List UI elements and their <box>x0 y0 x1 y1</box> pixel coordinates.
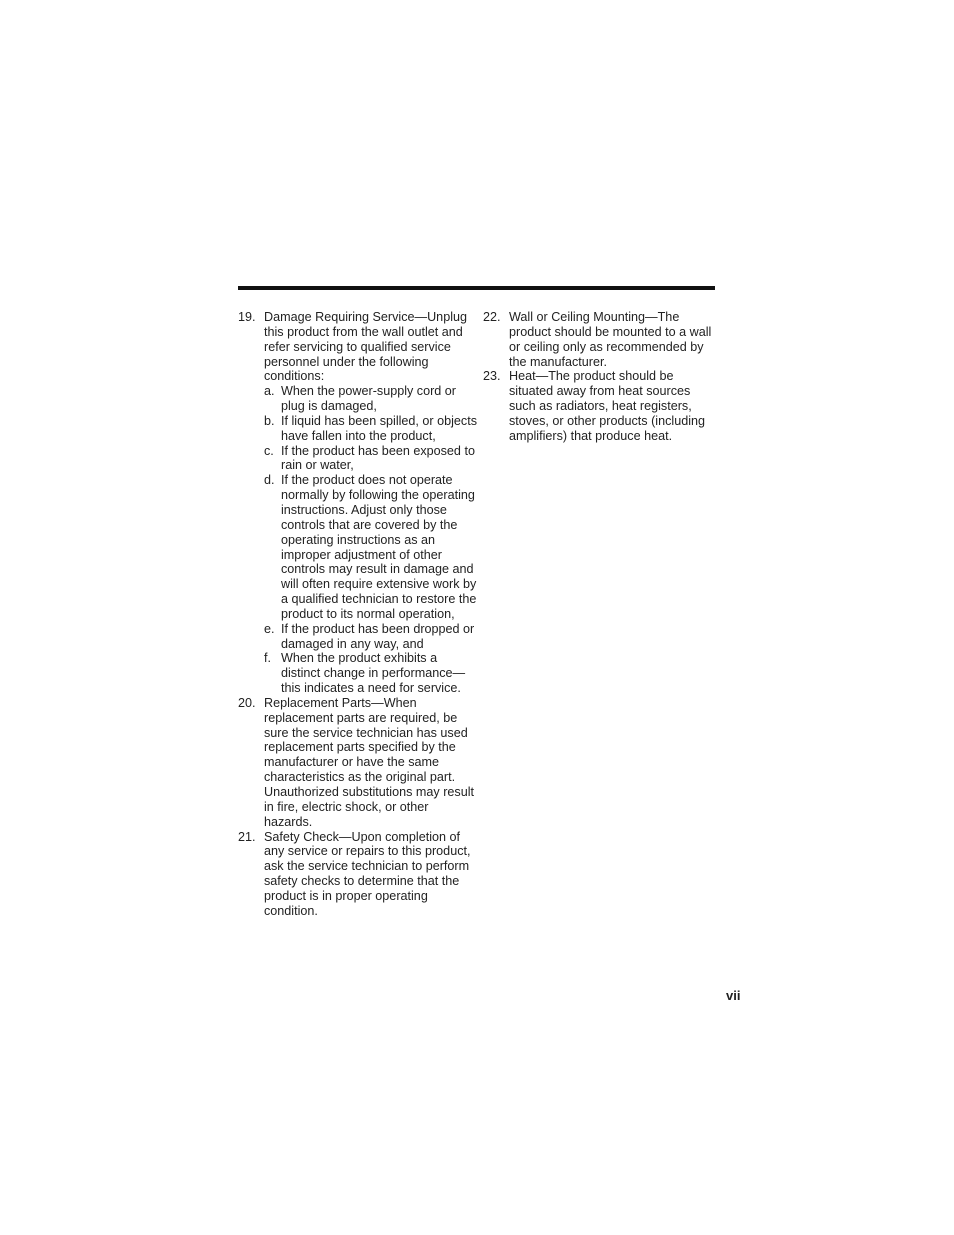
subitem-d <box>264 473 478 621</box>
subitem-text: When the power-supply cord or plug is damaged, <box>281 384 456 414</box>
subitem-letter: f. <box>264 651 271 666</box>
subitem-e <box>264 622 478 652</box>
list-item-23 <box>483 369 715 443</box>
item-number: 20. <box>238 695 256 710</box>
item-number: 21. <box>238 829 256 844</box>
subitem-text: When the product exhibits a distinct change in performance—this indicates a need for service. <box>281 651 466 696</box>
subitem-a <box>264 384 478 414</box>
item-text: Wall or Ceiling Mounting—The product should be mounted to a wall or ceiling only as recommended by the manufacturer. <box>509 310 712 369</box>
list-item-22 <box>483 310 715 369</box>
subitem-text: If the product does not operate normally by following the operating instructions. Adjust only those controls that are covered by the operating instructions as an improper adjustment of other controls may result in damage and will often require extensive work by a qualified technician to restore the product to its normal operation, <box>281 473 477 621</box>
right-column <box>483 310 715 444</box>
left-column <box>238 310 478 919</box>
subitem-letter: e. <box>264 621 275 636</box>
item-text: Replacement Parts—When replacement parts are required, be sure the service technician has used replacement parts specified by the manufacturer or have the same characteristics as the original part. Unauthorized substitutions may result in fire, electric shock, or other hazards. <box>264 695 474 829</box>
item-text: Damage Requiring Service—Unplug this product from the wall outlet and refer servicing to qualified service personnel under the following conditions: <box>264 310 468 384</box>
item-text: Safety Check—Upon completion of any service or repairs to this product, ask the service technician to perform safety checks to determine that the product is in proper operating condition. <box>264 829 471 918</box>
list-item-20 <box>238 696 478 830</box>
list-item-21 <box>238 830 478 919</box>
subitem-b <box>264 414 478 444</box>
subitem-letter: d. <box>264 473 275 488</box>
subitem-f <box>264 651 478 696</box>
list-item-19 <box>238 310 478 696</box>
subitem-letter: c. <box>264 443 274 458</box>
page-number: vii <box>726 988 741 1003</box>
item-number: 22. <box>483 310 501 324</box>
subitem-letter: a. <box>264 384 275 399</box>
header-rule <box>238 286 715 290</box>
item-number: 23. <box>483 369 501 384</box>
subitem-c <box>264 444 478 474</box>
item-text: Heat—The product should be situated away from heat sources such as radiators, heat registers, stoves, or other products (including amplifiers) that produce heat. <box>509 369 706 443</box>
subitem-text: If the product has been dropped or damaged in any way, and <box>281 621 475 651</box>
subitem-text: If liquid has been spilled, or objects have fallen into the product, <box>281 413 478 443</box>
subitem-text: If the product has been exposed to rain or water, <box>281 443 475 473</box>
subitem-letter: b. <box>264 413 275 428</box>
item-number: 19. <box>238 310 256 324</box>
